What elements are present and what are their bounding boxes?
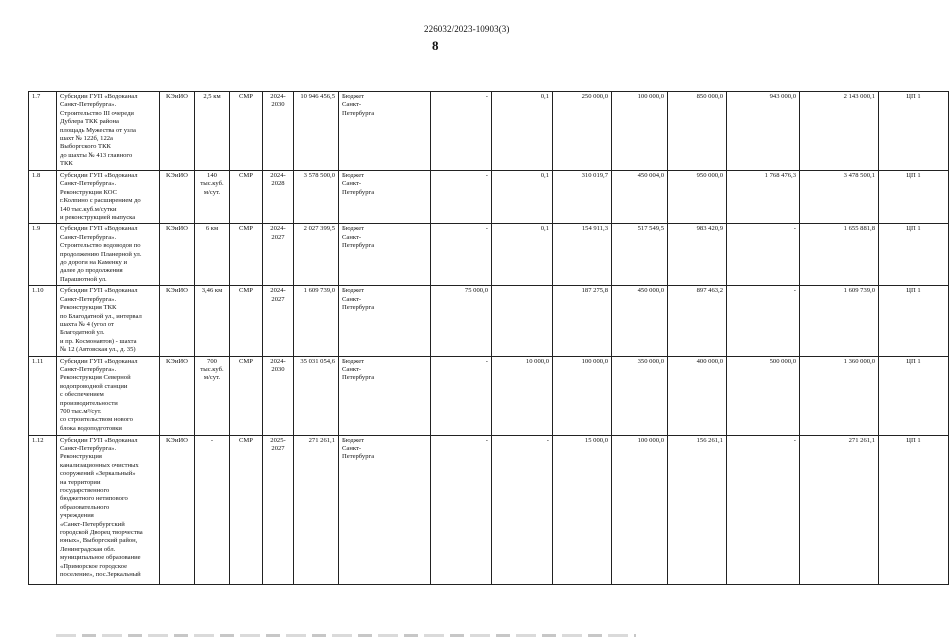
row-period: 2024- 2030 <box>263 356 294 435</box>
row-capacity: - <box>195 435 230 584</box>
row-year-6: 1 768 476,3 <box>727 171 800 224</box>
row-funding-source: Бюджет Санкт- Петербурга <box>339 435 431 584</box>
row-total-cost: 10 946 456,5 <box>294 92 339 171</box>
row-year-6: - <box>727 286 800 356</box>
row-total-cost: 271 261,1 <box>294 435 339 584</box>
row-period: 2024- 2028 <box>263 171 294 224</box>
row-year-3: 187 275,8 <box>553 286 612 356</box>
row-work-type: СМР <box>230 286 263 356</box>
row-year-6: - <box>727 435 800 584</box>
row-period: 2024- 2030 <box>263 92 294 171</box>
row-work-type: СМР <box>230 171 263 224</box>
row-sum: 1 360 000,0 <box>800 356 879 435</box>
table-row <box>29 224 949 286</box>
row-description: Субсидии ГУП «Водоканал Санкт-Петербурга». Реконструкция ТКК по Благодатной ул., интервал шахта № 4 (угол от Благодатной ул. и пр. Космонавтов) - шахта № 12 (Автовская ул., д. 35) <box>57 286 160 356</box>
row-target-program: ЦП 1 <box>879 286 949 356</box>
row-number: 1.10 <box>29 286 57 356</box>
row-year-5: 400 000,0 <box>668 356 727 435</box>
row-number: 1.9 <box>29 224 57 286</box>
row-year-5: 156 261,1 <box>668 435 727 584</box>
row-year-4: 350 000,0 <box>612 356 668 435</box>
row-number: 1.11 <box>29 356 57 435</box>
row-target-program: ЦП 1 <box>879 224 949 286</box>
row-year-2: 10 000,0 <box>492 356 553 435</box>
row-sum: 1 609 739,0 <box>800 286 879 356</box>
row-funding-source: Бюджет Санкт- Петербурга <box>339 286 431 356</box>
table-row <box>29 286 949 356</box>
row-target-program: ЦП 1 <box>879 435 949 584</box>
row-total-cost: 2 027 399,5 <box>294 224 339 286</box>
row-year-5: 897 463,2 <box>668 286 727 356</box>
row-year-4: 100 000,0 <box>612 92 668 171</box>
row-number: 1.7 <box>29 92 57 171</box>
row-customer-code: КЭиИО <box>160 92 195 171</box>
row-year-6: - <box>727 224 800 286</box>
row-year-6: 943 000,0 <box>727 92 800 171</box>
row-year-1: - <box>431 92 492 171</box>
scan-artifact-line <box>56 634 636 637</box>
row-year-4: 450 000,0 <box>612 286 668 356</box>
row-period: 2025- 2027 <box>263 435 294 584</box>
row-period: 2024- 2027 <box>263 286 294 356</box>
row-description: Субсидии ГУП «Водоканал Санкт-Петербурга». Строительство водоводов по продолжению Планерной ул. до дороги на Каменку и далее до продолжения Парашютной ул. <box>57 224 160 286</box>
row-capacity: 700 тыс.куб. м/сут. <box>195 356 230 435</box>
row-year-6: 500 000,0 <box>727 356 800 435</box>
row-funding-source: Бюджет Санкт- Петербурга <box>339 224 431 286</box>
row-year-4: 450 004,0 <box>612 171 668 224</box>
row-year-1: - <box>431 356 492 435</box>
row-funding-source: Бюджет Санкт- Петербурга <box>339 356 431 435</box>
row-work-type: СМР <box>230 224 263 286</box>
row-work-type: СМР <box>230 435 263 584</box>
row-sum: 3 478 500,1 <box>800 171 879 224</box>
row-target-program: ЦП 1 <box>879 92 949 171</box>
row-target-program: ЦП 1 <box>879 171 949 224</box>
table-row <box>29 92 949 171</box>
row-funding-source: Бюджет Санкт- Петербурга <box>339 92 431 171</box>
row-capacity: 6 км <box>195 224 230 286</box>
row-customer-code: КЭиИО <box>160 171 195 224</box>
row-description: Субсидии ГУП «Водоканал Санкт-Петербурга». Строительство III очереди Дублера ТКК района площадь Мужества от узла шахт № 122б, 122а Выборгского ТКК до шахты № 413 главного ТКК <box>57 92 160 171</box>
row-year-1: 75 000,0 <box>431 286 492 356</box>
row-target-program: ЦП 1 <box>879 356 949 435</box>
row-customer-code: КЭиИО <box>160 435 195 584</box>
row-work-type: СМР <box>230 356 263 435</box>
investment-program-table <box>28 91 949 585</box>
row-total-cost: 3 578 500,0 <box>294 171 339 224</box>
row-capacity: 140 тыс.куб. м/сут. <box>195 171 230 224</box>
row-year-5: 950 000,0 <box>668 171 727 224</box>
row-description: Субсидии ГУП «Водоканал Санкт-Петербурга». Реконструкция КОС г.Колпино с расширением до 140 тыс.куб.м/сутки и реконструкцией выпуска <box>57 171 160 224</box>
row-total-cost: 35 031 054,6 <box>294 356 339 435</box>
page-number: 8 <box>432 38 439 53</box>
row-description: Субсидии ГУП «Водоканал Санкт-Петербурга». Реконструкция Северной водопроводной станции с обеспечением производительности 700 тыс.м³/сут. со строительством нового блока водоподготовки <box>57 356 160 435</box>
row-year-1: - <box>431 435 492 584</box>
row-sum: 1 655 881,8 <box>800 224 879 286</box>
row-year-4: 100 000,0 <box>612 435 668 584</box>
row-year-3: 310 019,7 <box>553 171 612 224</box>
row-year-3: 15 000,0 <box>553 435 612 584</box>
row-customer-code: КЭиИО <box>160 356 195 435</box>
row-funding-source: Бюджет Санкт- Петербурга <box>339 171 431 224</box>
row-total-cost: 1 609 739,0 <box>294 286 339 356</box>
row-year-3: 154 911,3 <box>553 224 612 286</box>
row-year-4: 517 549,5 <box>612 224 668 286</box>
row-year-2: 0,1 <box>492 224 553 286</box>
row-year-5: 850 000,0 <box>668 92 727 171</box>
row-sum: 271 261,1 <box>800 435 879 584</box>
row-year-3: 250 000,0 <box>553 92 612 171</box>
row-year-2: 0,1 <box>492 171 553 224</box>
row-period: 2024- 2027 <box>263 224 294 286</box>
row-customer-code: КЭиИО <box>160 224 195 286</box>
row-description: Субсидии ГУП «Водоканал Санкт-Петербурга». Реконструкция канализационных очистных сооружений «Зеркальный» на территории государственного бюджетного нетипового образовательного учреждения «Санкт-Петербургский городской Дворец творчества юных», Выборгский район, Ленинградская обл. муниципальное образование «Приморское городское поселение», пос.Зеркальный <box>57 435 160 584</box>
row-sum: 2 143 000,1 <box>800 92 879 171</box>
row-year-2 <box>492 286 553 356</box>
row-year-1: - <box>431 171 492 224</box>
row-year-2: 0,1 <box>492 92 553 171</box>
row-capacity: 2,5 км <box>195 92 230 171</box>
row-work-type: СМР <box>230 92 263 171</box>
table-row <box>29 171 949 224</box>
row-number: 1.8 <box>29 171 57 224</box>
row-year-2: - <box>492 435 553 584</box>
row-customer-code: КЭиИО <box>160 286 195 356</box>
row-year-3: 100 000,0 <box>553 356 612 435</box>
table-row <box>29 356 949 435</box>
row-year-1: - <box>431 224 492 286</box>
document-number: 226032/2023-10903(3) <box>424 24 510 34</box>
row-capacity: 3,46 км <box>195 286 230 356</box>
row-year-5: 983 420,9 <box>668 224 727 286</box>
row-number: 1.12 <box>29 435 57 584</box>
table-row <box>29 435 949 584</box>
